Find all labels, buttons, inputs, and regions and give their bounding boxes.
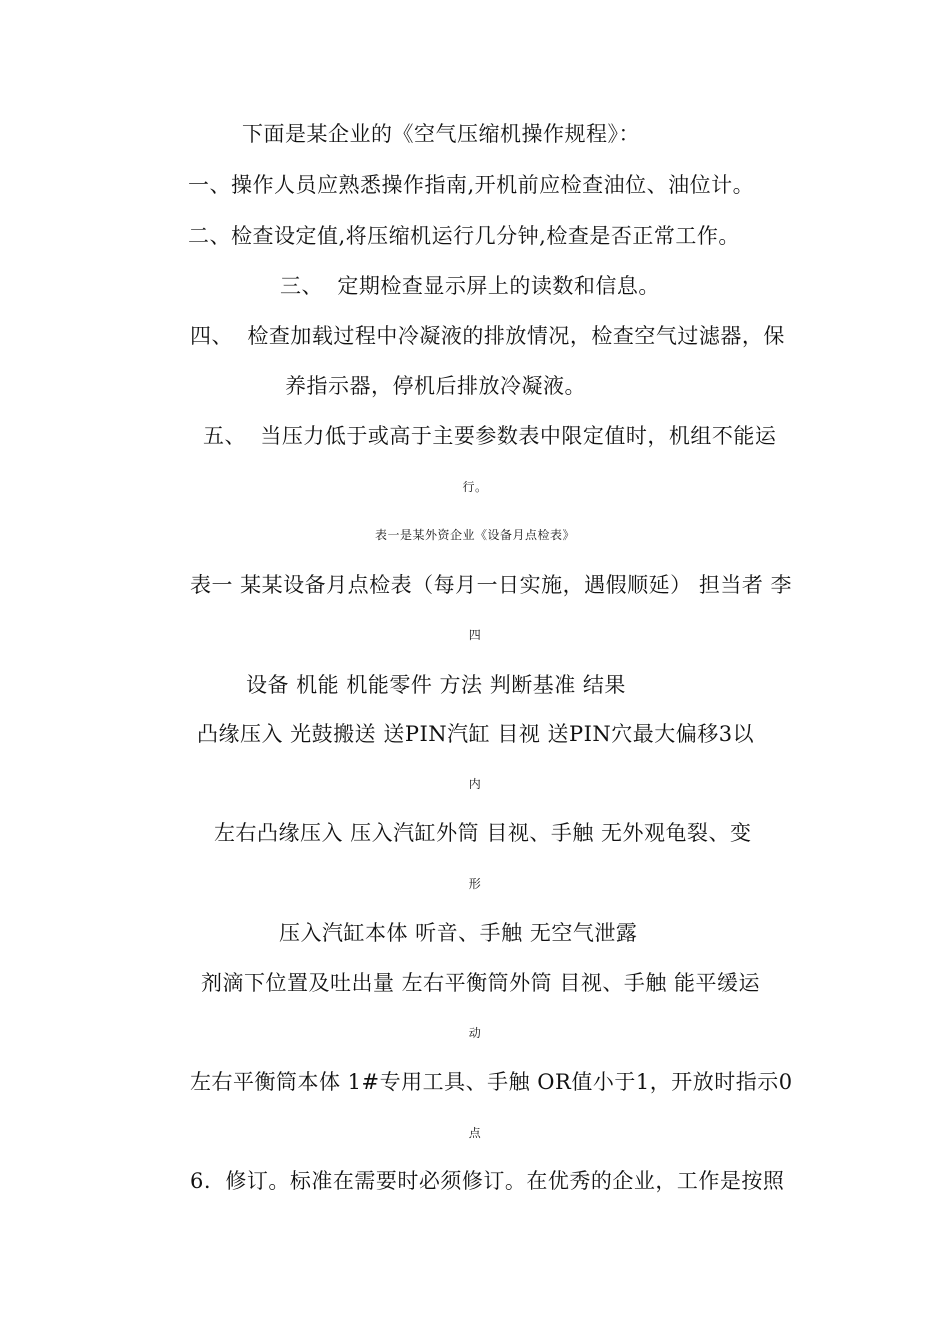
table-title-cont: 四 [468, 628, 482, 642]
table-row-5: 左右平衡筒本体 1#专用工具、手触 OR值小于1，开放时指示0 [190, 1070, 793, 1094]
rule-item-4-cont: 养指示器，停机后排放冷凝液。 [285, 374, 586, 398]
table-row-4-cont: 动 [468, 1026, 482, 1040]
rule-item-3: 三、 定期检查显示屏上的读数和信息。 [280, 274, 660, 298]
table-row-2: 左右凸缘压入 压入汽缸外筒 目视、手触 无外观龟裂、变 [214, 821, 752, 845]
table-row-1-cont: 内 [468, 777, 482, 791]
table-caption: 表一是某外资企业《设备月点检表》 [374, 528, 575, 542]
table-row-1: 凸缘压入 光鼓搬送 送PIN汽缸 目视 送PIN穴最大偏移3以 [197, 722, 755, 746]
rule-item-2: 二、检查设定值,将压缩机运行几分钟,检查是否正常工作。 [188, 224, 740, 248]
intro-line: 下面是某企业的《空气压缩机操作规程》： [242, 122, 640, 146]
rule-item-5-cont: 行。 [462, 480, 488, 494]
section-6-line: 6. 修订。标准在需要时必须修订。在优秀的企业，工作是按照 [190, 1169, 785, 1193]
rule-item-1: 一、操作人员应熟悉操作指南,开机前应检查油位、油位计。 [188, 173, 755, 197]
rule-item-4: 四、 检查加载过程中冷凝液的排放情况，检查空气过滤器，保 [190, 324, 785, 348]
table-title: 表一 某某设备月点检表（每月一日实施，遇假顺延） 担当者 李 [190, 573, 793, 597]
table-row-3: 压入汽缸本体 听音、手触 无空气泄露 [279, 921, 638, 945]
table-row-2-cont: 形 [468, 877, 482, 891]
table-header-row: 设备 机能 机能零件 方法 判断基准 结果 [246, 673, 626, 697]
rule-item-5: 五、 当压力低于或高于主要参数表中限定值时，机组不能运 [203, 424, 777, 448]
table-row-5-cont: 点 [468, 1126, 482, 1140]
table-row-4: 剂滴下位置及吐出量 左右平衡筒外筒 目视、手触 能平缓运 [201, 971, 761, 995]
